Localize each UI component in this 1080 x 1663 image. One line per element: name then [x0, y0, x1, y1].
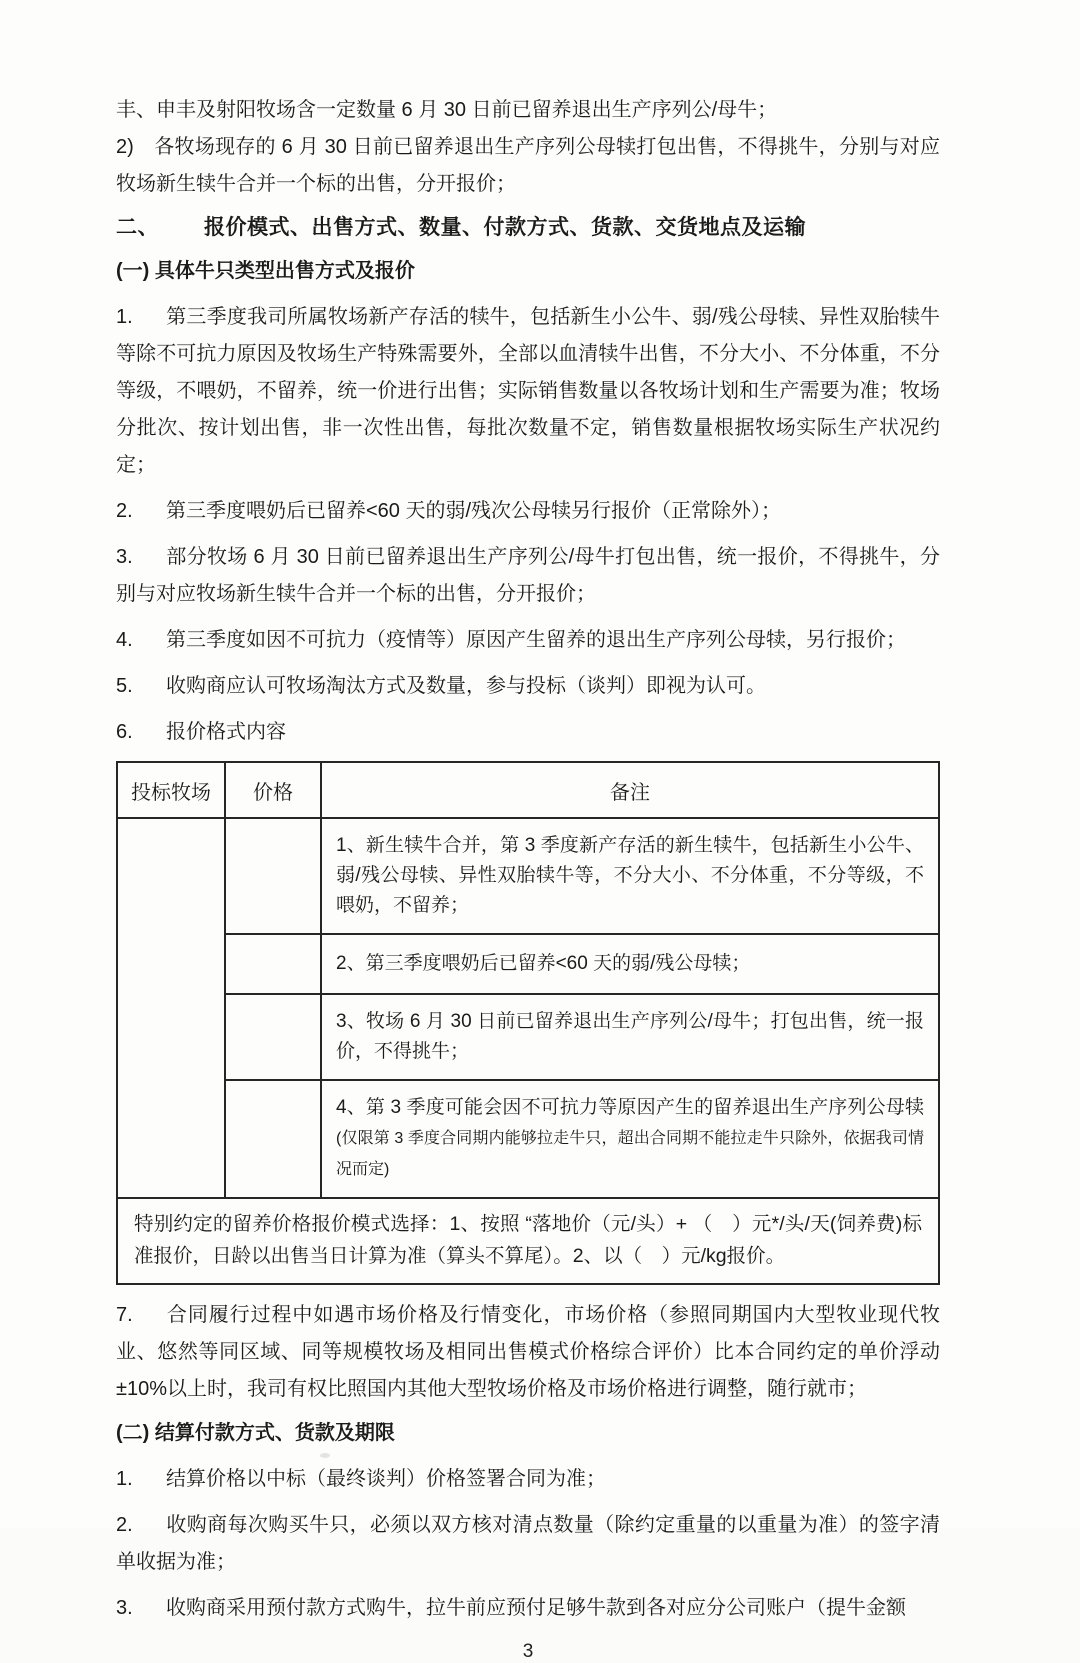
list-number: 1. — [116, 306, 133, 328]
list-text: 收购商应认可牧场淘汰方式及数量，参与投标（谈判）即视为认可。 — [166, 675, 766, 697]
list-number: 2. — [116, 500, 133, 522]
list-number: 2) — [116, 136, 134, 158]
list-number: 1. — [116, 1468, 133, 1490]
page-number: 3 — [522, 1641, 534, 1662]
list-text: 收购商采用预付款方式购牛，拉牛前应预付足够牛款到各对应分公司账户（提牛金额 — [166, 1597, 906, 1619]
list-number: 4. — [116, 629, 133, 651]
table-footer-row — [117, 1198, 939, 1284]
remark-cell-4 — [321, 1080, 939, 1198]
payment-item-1 — [116, 1461, 940, 1498]
quote-format-table — [116, 761, 940, 1285]
list-item-3 — [116, 539, 940, 613]
subsection-1-heading: (一) 具体牛只类型出售方式及报价 — [116, 260, 415, 282]
column-header-price: 价格 — [225, 762, 321, 818]
table-row — [117, 994, 939, 1080]
remark-fineprint: (仅限第 3 季度合同期内能够拉走牛只，超出合同期不能拉走牛只除外，依据我司情况而定) — [336, 1130, 924, 1178]
section-title: 报价模式、出售方式、数量、付款方式、货款、交货地点及运输 — [204, 216, 806, 239]
scan-artifact — [320, 1453, 330, 1458]
farm-input-cell — [117, 818, 225, 1198]
price-input-cell — [225, 934, 321, 994]
list-number: 6. — [116, 721, 133, 743]
list-number: 3. — [116, 546, 133, 568]
remark-cell-3: 3、牧场 6 月 30 日前已留养退出生产序列公/母牛；打包出售，统一报价，不得挑牛； — [321, 994, 939, 1080]
column-header-farm: 投标牧场 — [117, 762, 225, 818]
payment-item-3 — [116, 1590, 940, 1627]
list-text: 结算价格以中标（最终谈判）价格签署合同为准； — [166, 1468, 606, 1490]
section-heading-2 — [116, 208, 940, 248]
payment-item-2 — [116, 1507, 940, 1581]
remark-cell-2: 2、第三季度喂奶后已留养<60 天的弱/残公母犊； — [321, 934, 939, 994]
remark-text: 4、第 3 季度可能会因不可抗力等原因产生的留养退出生产序列公母犊 — [336, 1097, 924, 1118]
list-item-7 — [116, 1297, 940, 1408]
price-input-cell — [225, 994, 321, 1080]
list-text: 报价格式内容 — [166, 721, 286, 743]
list-item-1 — [116, 299, 940, 484]
list-number: 2. — [116, 1514, 133, 1536]
table-header-row — [117, 762, 939, 818]
pricing-mode-note: 特别约定的留养价格报价模式选择：1、按照 “落地价（元/头）+ （ ）元*/头/天(饲养费)标准报价，日龄以出售当日计算为准（算头不算尾）。2、以（ ）元/kg报价。 — [117, 1198, 939, 1284]
list-item-2 — [116, 493, 940, 530]
price-input-cell — [225, 1080, 321, 1198]
table-row — [117, 1080, 939, 1198]
table-row — [117, 818, 939, 934]
list-text: 收购商每次购买牛只，必须以双方核对清点数量（除约定重量的以重量为准）的签字清单收据为准； — [116, 1514, 940, 1573]
list-text: 第三季度如因不可抗力（疫情等）原因产生留养的退出生产序列公母犊，另行报价； — [166, 629, 906, 651]
list-text: 第三季度喂奶后已留养<60 天的弱/残次公母犊另行报价（正常除外）； — [166, 500, 782, 522]
price-input-cell — [225, 818, 321, 934]
list-text: 第三季度我司所属牧场新产存活的犊牛，包括新生小公牛、弱/残公母犊、异性双胎犊牛等除不可抗力原因及牧场生产特殊需要外，全部以血清犊牛出售，不分大小、不分体重，不分等级，不喂奶，不留养，统一价进行出售；实际销售数量以各牧场计划和生产需要为准；牧场分批次、按计划出售，非一次性出售，每批次数量不定，销售数量根据牧场实际生产状况约定； — [116, 306, 940, 476]
list-item-6 — [116, 714, 940, 751]
paragraph-continuation: 丰、申丰及射阳牧场含一定数量 6 月 30 日前已留养退出生产序列公/母牛； — [116, 99, 778, 121]
list-number: 3. — [116, 1597, 133, 1619]
list-number: 5. — [116, 675, 133, 697]
list-text: 各牧场现存的 6 月 30 日前已留养退出生产序列公母犊打包出售，不得挑牛，分别与对应牧场新生犊牛合并一个标的出售，分开报价； — [116, 136, 940, 195]
list-text: 部分牧场 6 月 30 日前已留养退出生产序列公/母牛打包出售，统一报价，不得挑牛，分别与对应牧场新生犊牛合并一个标的出售，分开报价； — [116, 546, 940, 605]
column-header-remark: 备注 — [321, 762, 939, 818]
remark-cell-1: 1、新生犊牛合并，第 3 季度新产存活的新生犊牛，包括新生小公牛、弱/残公母犊、异性双胎犊牛等，不分大小、不分体重，不分等级，不喂奶，不留养； — [321, 818, 939, 934]
list-text: 合同履行过程中如遇市场价格及行情变化，市场价格（参照同期国内大型牧业现代牧业、悠然等同区域、同等规模牧场及相同出售模式价格综合评价）比本合同约定的单价浮动±10%以上时，我司有权比照国内其他大型牧场价格及市场价格进行调整，随行就市； — [116, 1304, 940, 1400]
list-item-4 — [116, 622, 940, 659]
intro-list-item-2 — [116, 129, 940, 203]
table-row — [117, 934, 939, 994]
list-item-5 — [116, 668, 940, 705]
list-number: 7. — [116, 1304, 133, 1326]
subsection-2-heading: (二) 结算付款方式、货款及期限 — [116, 1422, 395, 1444]
section-number: 二、 — [116, 216, 159, 239]
